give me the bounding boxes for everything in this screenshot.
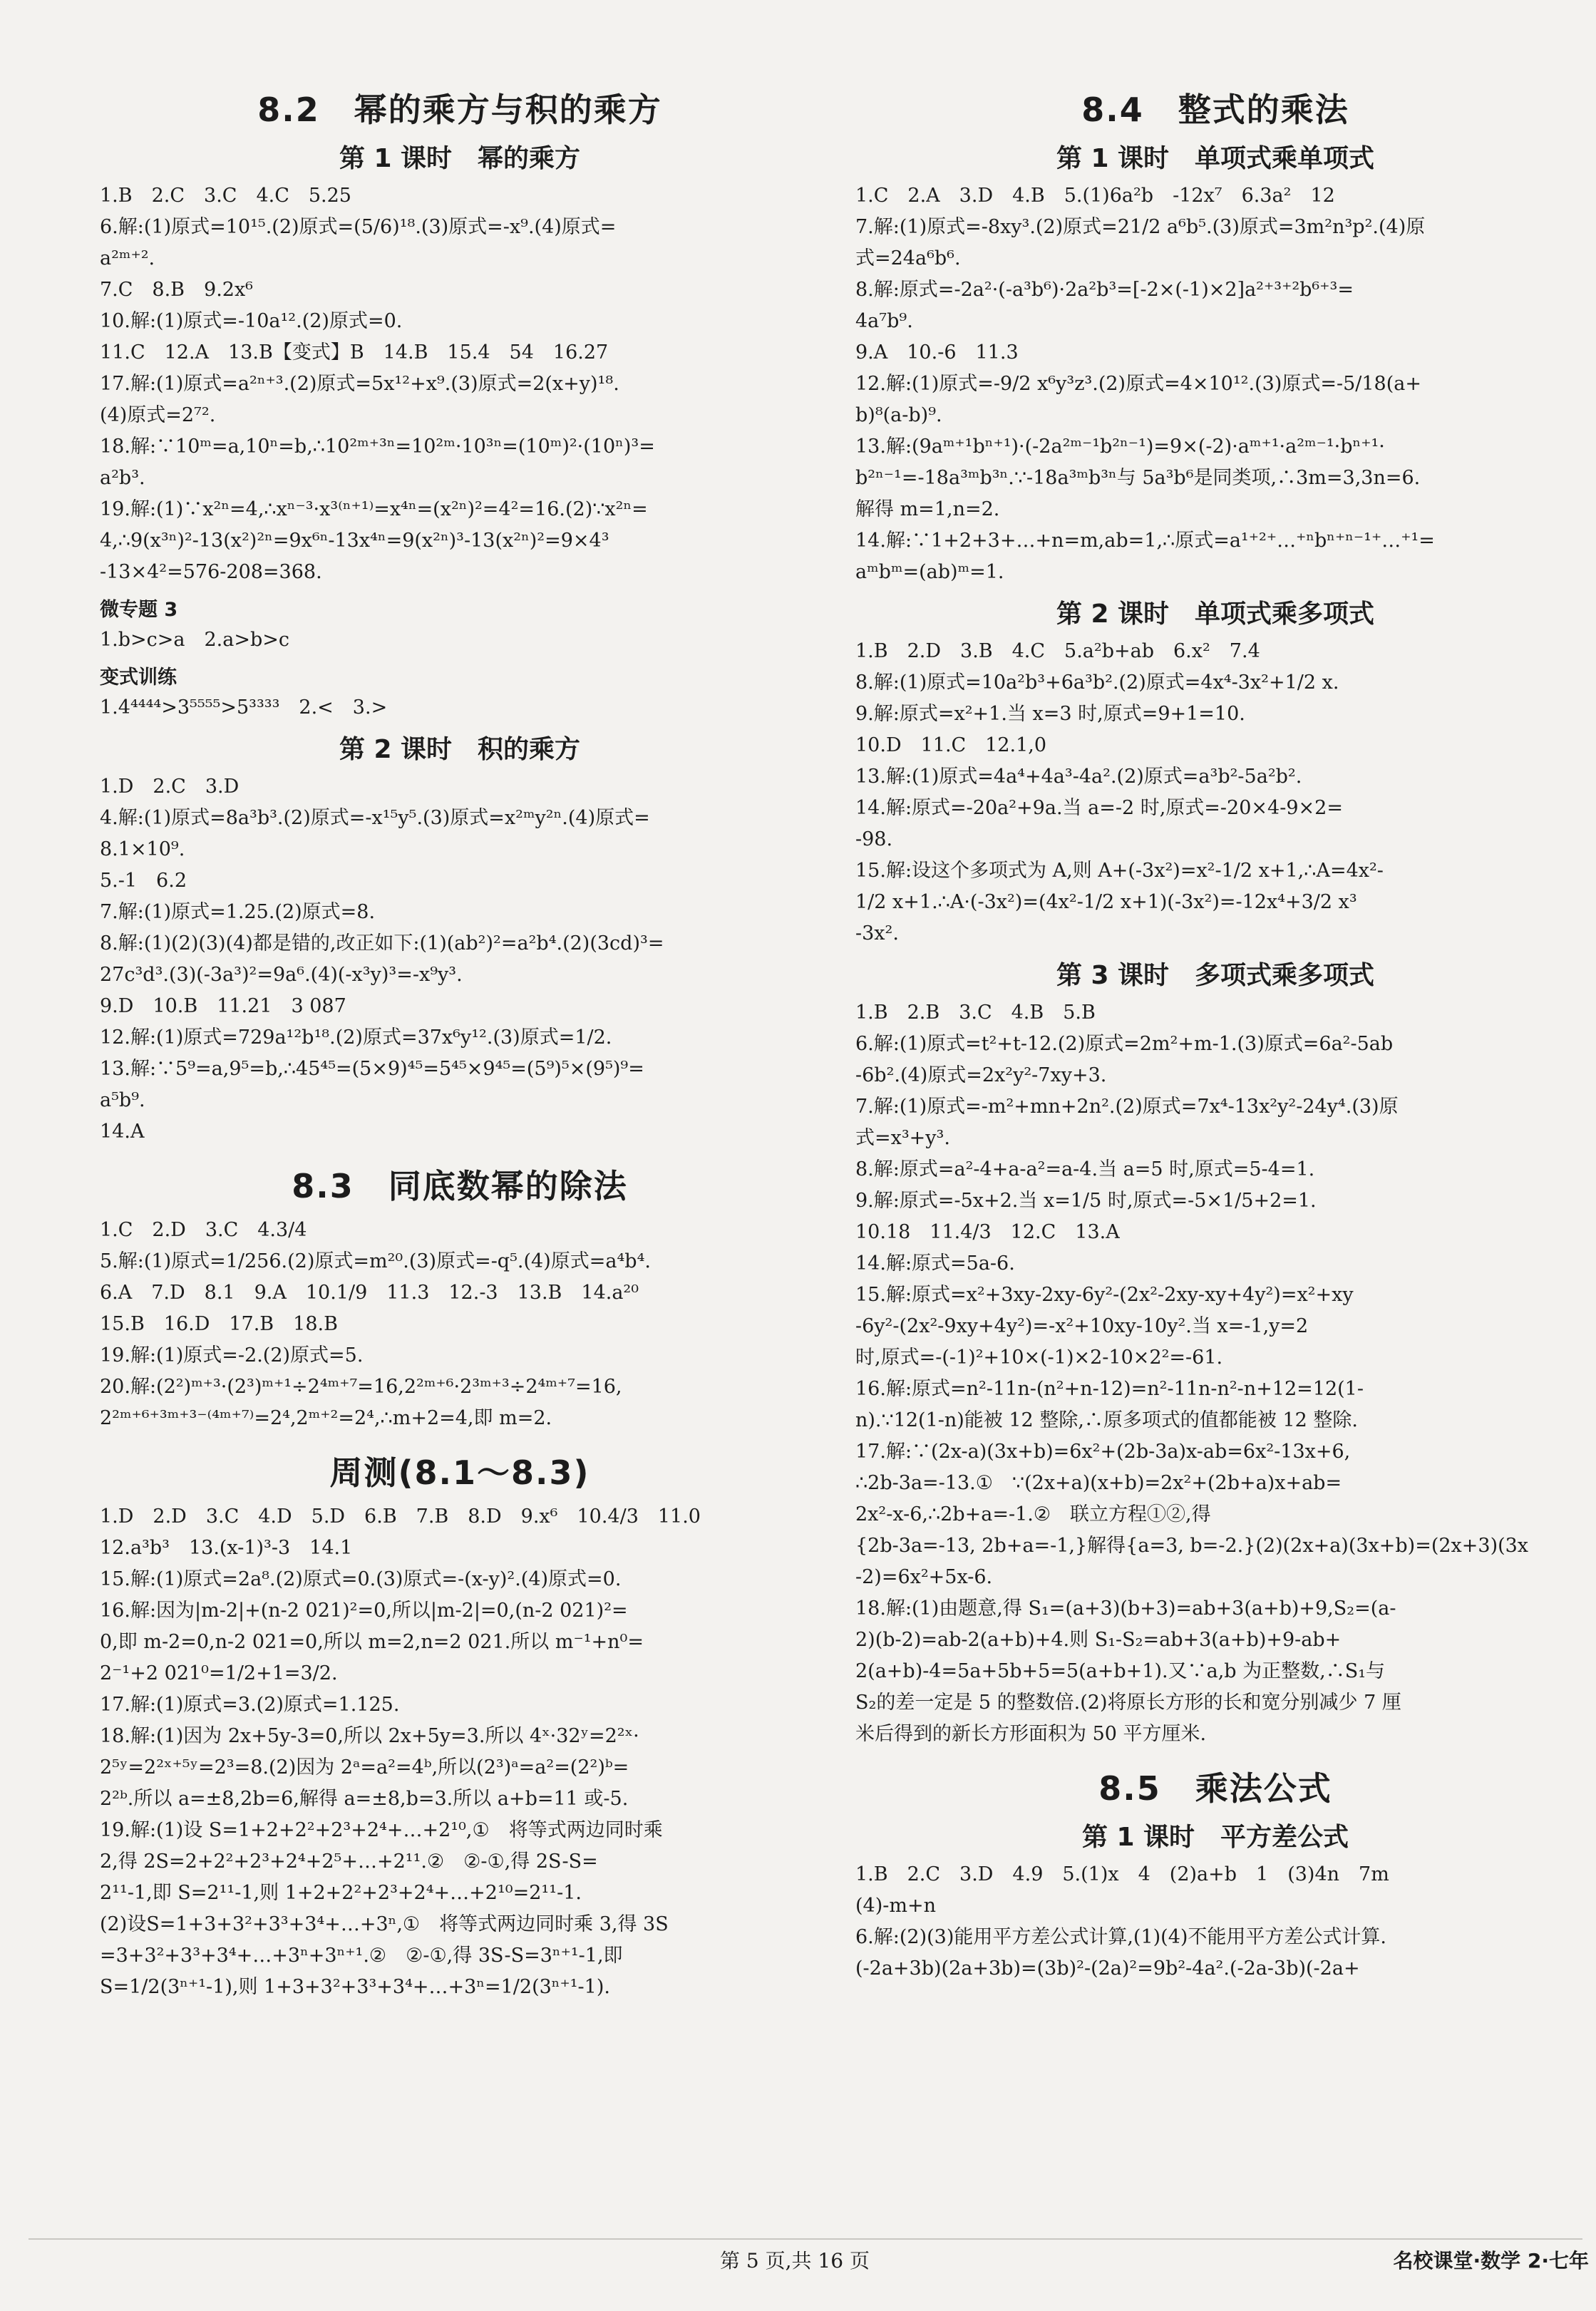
answer-line: 12.解:(1)原式=729a¹²b¹⁸.(2)原式=37x⁶y¹².(3)原式=1/2. (100, 1026, 612, 1049)
answer-line: 6.A 7.D 8.1 9.A 10.1/9 11.3 12.-3 13.B 14.a²⁰ (100, 1282, 639, 1304)
section-title-8-4: 8.4 整式的乘法 (1081, 91, 1349, 129)
answer-line: (4)原式=2⁷². (100, 404, 216, 426)
answer-line: ∴2b-3a=-13.① ∵(2x+a)(x+b)=2x²+(2b+a)x+ab= (855, 1472, 1342, 1494)
answer-line: 1.C 2.A 3.D 4.B 5.(1)6a²b -12x⁷ 6.3a² 12 (855, 185, 1335, 207)
answer-line: 12.a³b³ 13.(x-1)³-3 14.1 (100, 1537, 353, 1559)
answer-line: 19.解:(1)设 S=1+2+2²+2³+2⁴+…+2¹⁰,① 将等式两边同时乘 (100, 1819, 663, 1841)
answer-line: -13×4²=576-208=368. (100, 561, 322, 583)
answer-line: -6b².(4)原式=2x²y²-7xy+3. (855, 1064, 1107, 1086)
answer-block (855, 997, 1575, 1750)
answer-line: 13.解:(9aᵐ⁺¹bⁿ⁺¹)·(-2a²ᵐ⁻¹b²ⁿ⁻¹)=9×(-2)·aᵐ⁺¹·a²ᵐ⁻¹·bⁿ⁺¹· (855, 436, 1385, 458)
answer-line: 6.解:(1)原式=t²+t-12.(2)原式=2m²+m-1.(3)原式=6a²-5ab (855, 1033, 1394, 1055)
lesson-title: 第 2 课时 积的乘方 (339, 735, 581, 764)
answer-line: 6.解:(2)(3)能用平方差公式计算,(1)(4)不能用平方差公式计算. (855, 1926, 1387, 1948)
answer-block (855, 636, 1575, 949)
answer-line: 15.解:原式=x²+3xy-2xy-6y²-(2x²-2xy-xy+4y²)=x²+xy (855, 1284, 1354, 1306)
answer-line: 9.解:原式=x²+1.当 x=3 时,原式=9+1=10. (855, 703, 1245, 725)
answer-line: 8.解:原式=-2a²·(-a³b⁶)·2a²b³=[-2×(-1)×2]a²⁺³⁺²b⁶⁺³= (855, 279, 1354, 301)
answer-line: 4,∴9(x³ⁿ)²-13(x²)²ⁿ=9x⁶ⁿ-13x⁴ⁿ=9(x²ⁿ)³-13(x²ⁿ)²=9×4³ (100, 530, 609, 552)
answer-block (855, 180, 1575, 588)
answer-line: 式=x³+y³. (855, 1127, 950, 1149)
answer-line: 2²ᵐ⁺⁶⁺³ᵐ⁺³⁻⁽⁴ᵐ⁺⁷⁾=2⁴,2ᵐ⁺²=2⁴,∴m+2=4,即 m=2. (100, 1407, 552, 1429)
answer-line: 7.解:(1)原式=-m²+mn+2n².(2)原式=7x⁴-13x²y²-24y⁴.(3)原 (855, 1096, 1399, 1118)
answer-line: a²ᵐ⁺². (100, 247, 155, 269)
answer-line: 1.B 2.C 3.C 4.C 5.25 (100, 185, 351, 207)
page-number: 第 5 页,共 16 页 (720, 2249, 870, 2273)
answer-line: n).∵12(1-n)能被 12 整除,∴原多项式的值都能被 12 整除. (855, 1409, 1359, 1431)
answer-line: 16.解:原式=n²-11n-(n²+n-12)=n²-11n-n²-n+12=12(1- (855, 1378, 1364, 1400)
answer-line: 15.解:(1)原式=2a⁸.(2)原式=0.(3)原式=-(x-y)².(4)原式=0. (100, 1568, 622, 1590)
answer-line: 10.解:(1)原式=-10a¹².(2)原式=0. (100, 310, 403, 332)
book-brand: 名校课堂·数学 2·七年 (1393, 2249, 1589, 2273)
answer-line: -3x². (855, 922, 899, 945)
answer-line: 11.C 12.A 13.B【变式】B 14.B 15.4 54 16.27 (100, 341, 609, 364)
answer-block (100, 180, 820, 588)
answer-line: b²ⁿ⁻¹=-18a³ᵐb³ⁿ.∵-18a³ᵐb³ⁿ与 5a³b⁶是同类项,∴3m=3,3n=6. (855, 467, 1421, 489)
answer-line: 5.-1 6.2 (100, 870, 187, 892)
answer-line: 8.1×10⁹. (100, 838, 185, 860)
answer-line: S₂的差一定是 5 的整数倍.(2)将原长方形的长和宽分别减少 7 厘 (855, 1692, 1401, 1714)
answer-line: 7.C 8.B 9.2x⁶ (100, 279, 254, 301)
lesson-title: 第 3 课时 多项式乘多项式 (1056, 961, 1375, 990)
answer-line: 10.18 11.4/3 12.C 13.A (855, 1221, 1120, 1243)
footer-divider (29, 2238, 1582, 2240)
answer-line: 4.解:(1)原式=8a³b³.(2)原式=-x¹⁵y⁵.(3)原式=x²ᵐy²ⁿ.(4)原式= (100, 807, 650, 829)
weekly-test-title: 周测(8.1～8.3) (329, 1453, 590, 1492)
answer-line: 2,得 2S=2+2²+2³+2⁴+2⁵+…+2¹¹.② ②-①,得 2S-S= (100, 1851, 598, 1873)
answer-line: 式=24a⁶b⁶. (855, 247, 961, 269)
answer-line: 17.解:(1)原式=a²ⁿ⁺³.(2)原式=5x¹²+x⁹.(3)原式=2(x+y)¹⁸. (100, 373, 619, 395)
answer-line: 8.解:(1)(2)(3)(4)都是错的,改正如下:(1)(ab²)²=a²b⁴.(2)(3cd)³= (100, 932, 664, 954)
answer-line: (4)-m+n (855, 1895, 936, 1917)
answer-line: 20.解:(2²)ᵐ⁺³·(2³)ᵐ⁺¹÷2⁴ᵐ⁺⁷=16,2²ᵐ⁺⁶·2³ᵐ⁺³÷2⁴ᵐ⁺⁷=16, (100, 1376, 622, 1398)
answer-line: 2x²-x-6,∴2b+a=-1.② 联立方程①②,得 (855, 1503, 1211, 1525)
answer-line: -98. (855, 828, 893, 850)
answer-block (100, 771, 820, 1148)
answer-block (100, 1215, 820, 1434)
answer-line: a²b³. (100, 467, 145, 489)
lesson-title: 第 1 课时 平方差公式 (1081, 1823, 1349, 1852)
answer-line: 19.解:(1)原式=-2.(2)原式=5. (100, 1344, 364, 1366)
answer-line: 12.解:(1)原式=-9/2 x⁶y³z³.(2)原式=4×10¹².(3)原式=-5/18(a+ (855, 373, 1421, 395)
answer-line: 27c³d³.(3)(-3a³)²=9a⁶.(4)(-x³y)³=-x⁹y³. (100, 964, 463, 986)
answer-line: a⁵b⁹. (100, 1089, 145, 1111)
answer-line: -2)=6x²+5x-6. (855, 1566, 993, 1588)
answer-line: 6.解:(1)原式=10¹⁵.(2)原式=(5/6)¹⁸.(3)原式=-x⁹.(4)原式= (100, 216, 617, 238)
right-column (855, 71, 1575, 1985)
answer-line: 17.解:∵(2x-a)(3x+b)=6x²+(2b-3a)x-ab=6x²-13x+6, (855, 1441, 1351, 1463)
answer-line: 18.解:(1)因为 2x+5y-3=0,所以 2x+5y=3.所以 4ˣ·32ʸ=2²ˣ· (100, 1725, 639, 1747)
answer-line: 7.解:(1)原式=1.25.(2)原式=8. (100, 901, 376, 923)
answer-line: 14.解:∵1+2+3+…+n=m,ab=1,∴原式=a¹⁺²⁺…⁺ⁿbⁿ⁺ⁿ⁻¹⁺…⁺¹= (855, 530, 1435, 552)
answer-line: 1.4⁴⁴⁴⁴>3⁵⁵⁵⁵>5³³³³ 2.< 3.> (100, 696, 388, 719)
answer-line: 4a⁷b⁹. (855, 310, 913, 332)
variant-training-title: 变式训练 (100, 666, 177, 689)
lesson-title: 第 2 课时 单项式乘多项式 (1056, 599, 1375, 629)
answer-line: 1.B 2.B 3.C 4.B 5.B (855, 1002, 1096, 1024)
answer-line: 18.解:∵10ᵐ=a,10ⁿ=b,∴10²ᵐ⁺³ⁿ=10²ᵐ·10³ⁿ=(10ᵐ)²·(10ⁿ)³= (100, 436, 655, 458)
answer-line: 1.D 2.C 3.D (100, 776, 240, 798)
answer-line: 时,原式=-(-1)²+10×(-1)×2-10×2²=-61. (855, 1347, 1223, 1369)
answer-line: 14.解:原式=5a-6. (855, 1252, 1015, 1275)
answer-line: 14.解:原式=-20a²+9a.当 a=-2 时,原式=-20×4-9×2= (855, 797, 1343, 819)
answer-line: 2(a+b)-4=5a+5b+5=5(a+b+1).又∵a,b 为正整数,∴S₁与 (855, 1660, 1386, 1682)
answer-line: (2)设S=1+3+3²+3³+3⁴+…+3ⁿ,① 将等式两边同时乘 3,得 3S (100, 1913, 669, 1935)
section-title-8-2: 8.2 幂的乘方与积的乘方 (257, 91, 662, 129)
answer-block (100, 624, 820, 656)
answer-line: 14.A (100, 1121, 145, 1143)
answer-line: 0,即 m-2=0,n-2 021=0,所以 m=2,n=2 021.所以 m⁻¹+n⁰= (100, 1631, 644, 1653)
answer-line: 18.解:(1)由题意,得 S₁=(a+3)(b+3)=ab+3(a+b)+9,S₂=(a- (855, 1597, 1396, 1620)
lesson-title: 第 1 课时 幂的乘方 (339, 144, 581, 173)
section-title-8-5: 8.5 乘法公式 (1098, 1769, 1332, 1808)
answer-line: 15.解:设这个多项式为 A,则 A+(-3x²)=x²-1/2 x+1,∴A=4x²- (855, 860, 1384, 882)
answer-line: 5.解:(1)原式=1/256.(2)原式=m²⁰.(3)原式=-q⁵.(4)原式=a⁴b⁴. (100, 1250, 651, 1272)
answer-line: 1.C 2.D 3.C 4.3/4 (100, 1219, 307, 1241)
answer-line: 9.D 10.B 11.21 3 087 (100, 995, 346, 1017)
answer-line: =3+3²+3³+3⁴+…+3ⁿ+3ⁿ⁺¹.② ②-①,得 3S-S=3ⁿ⁺¹-1,即 (100, 1945, 623, 1967)
micro-topic-title: 微专题 3 (100, 599, 178, 621)
answer-line: 1.D 2.D 3.C 4.D 5.D 6.B 7.B 8.D 9.x⁶ 10.4/3 11.0 (100, 1506, 701, 1528)
answer-line: 17.解:(1)原式=3.(2)原式=1.125. (100, 1694, 400, 1716)
answer-block (855, 1859, 1575, 1985)
answer-line: 1.B 2.D 3.B 4.C 5.a²b+ab 6.x² 7.4 (855, 640, 1260, 662)
answer-line: 1.B 2.C 3.D 4.9 5.(1)x 4 (2)a+b 1 (3)4n 7m (855, 1863, 1389, 1885)
answer-block (100, 1501, 820, 2003)
answer-line: b)⁸(a-b)⁹. (855, 404, 942, 426)
answer-line: 2²ᵇ.所以 a=±8,2b=6,解得 a=±8,b=3.所以 a+b=11 或-5. (100, 1788, 629, 1810)
answer-line: aᵐbᵐ=(ab)ᵐ=1. (855, 561, 1004, 583)
answer-block (100, 692, 820, 724)
answer-line: 米后得到的新长方形面积为 50 平方厘米. (855, 1723, 1207, 1745)
answer-line: {2b-3a=-13, 2b+a=-1,}解得{a=3, b=-2.}(2)(2x+a)(3x+b)=(2x+3)(3x (855, 1535, 1529, 1557)
answer-line: 1/2 x+1.∴A·(-3x²)=(4x²-1/2 x+1)(-3x²)=-12x⁴+3/2 x³ (855, 891, 1357, 913)
left-column (100, 71, 820, 2003)
answer-line: 19.解:(1)∵x²ⁿ=4,∴xⁿ⁻³·x³⁽ⁿ⁺¹⁾=x⁴ⁿ=(x²ⁿ)²=4²=16.(2)∵x²ⁿ= (100, 498, 648, 520)
answer-line: 2⁻¹+2 021⁰=1/2+1=3/2. (100, 1662, 338, 1684)
answer-line: 2)(b-2)=ab-2(a+b)+4.则 S₁-S₂=ab+3(a+b)+9-ab+ (855, 1629, 1342, 1651)
lesson-title: 第 1 课时 单项式乘单项式 (1056, 144, 1375, 173)
answer-line: 16.解:因为|m-2|+(n-2 021)²=0,所以|m-2|=0,(n-2 021)²= (100, 1600, 628, 1622)
answer-line: 7.解:(1)原式=-8xy³.(2)原式=21/2 a⁶b⁵.(3)原式=3m²n³p².(4)原 (855, 216, 1426, 238)
section-title-8-3: 8.3 同底数幂的除法 (292, 1167, 628, 1205)
answer-line: 15.B 16.D 17.B 18.B (100, 1313, 338, 1335)
answer-line: -6y²-(2x²-9xy+4y²)=-x²+10xy-10y².当 x=-1,y=2 (855, 1315, 1309, 1337)
answer-line: 1.b>c>a 2.a>b>c (100, 629, 290, 651)
answer-line: 解得 m=1,n=2. (855, 498, 1000, 520)
answer-line: 2¹¹-1,即 S=2¹¹-1,则 1+2+2²+2³+2⁴+…+2¹⁰=2¹¹-1. (100, 1882, 582, 1904)
answer-line: 9.A 10.-6 11.3 (855, 341, 1019, 364)
answer-line: 9.解:原式=-5x+2.当 x=1/5 时,原式=-5×1/5+2=1. (855, 1190, 1317, 1212)
answer-line: 8.解:原式=a²-4+a-a²=a-4.当 a=5 时,原式=5-4=1. (855, 1158, 1315, 1180)
answer-line: 13.解:∵5⁹=a,9⁵=b,∴45⁴⁵=(5×9)⁴⁵=5⁴⁵×9⁴⁵=(5⁹)⁵×(9⁵)⁹= (100, 1058, 644, 1080)
answer-line: 13.解:(1)原式=4a⁴+4a³-4a².(2)原式=a³b²-5a²b². (855, 766, 1302, 788)
answer-line: S=1/2(3ⁿ⁺¹-1),则 1+3+3²+3³+3⁴+…+3ⁿ=1/2(3ⁿ⁺¹-1). (100, 1976, 610, 1998)
answer-line: 10.D 11.C 12.1,0 (855, 734, 1047, 756)
answer-line: 2⁵ʸ=2²ˣ⁺⁵ʸ=2³=8.(2)因为 2ᵃ=a²=4ᵇ,所以(2³)ᵃ=a²=(2²)ᵇ= (100, 1756, 629, 1779)
answer-line: 8.解:(1)原式=10a²b³+6a³b².(2)原式=4x⁴-3x²+1/2 x. (855, 671, 1339, 694)
answer-line: (-2a+3b)(2a+3b)=(3b)²-(2a)²=9b²-4a².(-2a-3b)(-2a+ (855, 1957, 1360, 1980)
